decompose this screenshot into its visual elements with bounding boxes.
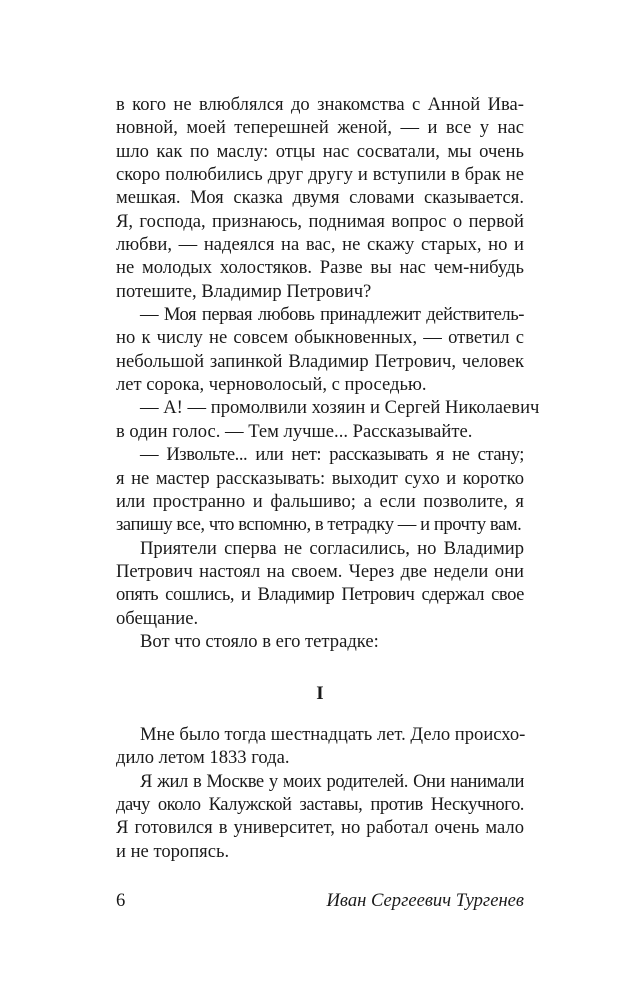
- text-line: небольшой запинкой Владимир Петрович, человек: [116, 350, 524, 372]
- paragraph: [116, 396, 540, 443]
- text-line: Приятели сперва не согласились, но Владимир: [140, 537, 524, 559]
- text-line: дачу около Калужской заставы, против Нескучного.: [116, 794, 524, 816]
- text-line: скоро полюбились друг другу и вступили в брак не: [116, 164, 524, 186]
- text-line: Я готовился в университет, но работал очень мало: [116, 817, 524, 839]
- text-line: Я, господа, признаюсь, поднимая вопрос о первой: [116, 210, 524, 232]
- text-block-before-chapter: [116, 93, 540, 653]
- running-title: Иван Сергеевич Тургенев: [326, 890, 524, 911]
- page-number: 6: [116, 890, 126, 911]
- text-line: Петрович настоял на своем. Через две недели они: [116, 560, 524, 582]
- text-line: лет сорока, черноволосый, с проседью.: [116, 374, 427, 396]
- paragraph: [116, 770, 524, 863]
- text-line: Я жил в Москве у моих родителей. Они нанимали: [140, 770, 524, 792]
- chapter-heading: I: [316, 683, 324, 704]
- text-line: запишу все, что вспомню, в тетрадку — и прочту вам.: [116, 514, 522, 536]
- text-block-chapter-one: [116, 723, 524, 863]
- text-line: обещание.: [116, 607, 199, 629]
- text-line: я не мастер рассказывать: выходит сухо и коротко: [116, 467, 524, 489]
- text-line: дило летом 1833 года.: [116, 747, 290, 769]
- text-line: — А! — промолвили хозяин и Сергей Николаевич: [140, 397, 540, 419]
- text-line: или пространно и фальшиво; а если позволите, я: [116, 490, 524, 512]
- text-line: — Моя первая любовь принадлежит действитель-: [140, 304, 524, 326]
- text-line: любви, — надеялся на вас, не скажу старых, но и: [116, 234, 524, 256]
- text-line: шло как по маслу: отцы нас сосватали, мы очень: [116, 140, 524, 162]
- text-line: но к числу не совсем обыкновенных, — ответил с: [116, 327, 524, 349]
- text-line: Вот что стояло в его тетрадке:: [140, 630, 379, 652]
- text-line: опять сошлись, и Владимир Петрович сдержал свое: [116, 584, 524, 606]
- text-line: — Извольте... или нет: рассказывать я не стану;: [140, 444, 524, 466]
- text-line: новной, моей теперешней женой, — и все у нас: [116, 117, 524, 139]
- text-line: и не торопясь.: [116, 840, 230, 862]
- text-line: в один голос. — Тем лучше... Рассказывайте.: [116, 420, 473, 442]
- paragraph: [116, 723, 524, 770]
- text-line: в кого не влюблялся до знакомства с Анной Ива-: [116, 94, 524, 115]
- paragraph: [116, 303, 524, 396]
- text-line: мешкая. Моя сказка двумя словами сказывается.: [116, 187, 524, 209]
- paragraph: [116, 630, 524, 653]
- paragraph: [116, 93, 524, 303]
- text-line: потешите, Владимир Петрович?: [116, 280, 372, 302]
- text-line: не молодых холостяков. Разве вы нас чем-нибудь: [116, 257, 524, 279]
- paragraph: [116, 537, 524, 630]
- text-line: Мне было тогда шестнадцать лет. Дело происхо-: [140, 724, 526, 745]
- paragraph: [116, 443, 524, 536]
